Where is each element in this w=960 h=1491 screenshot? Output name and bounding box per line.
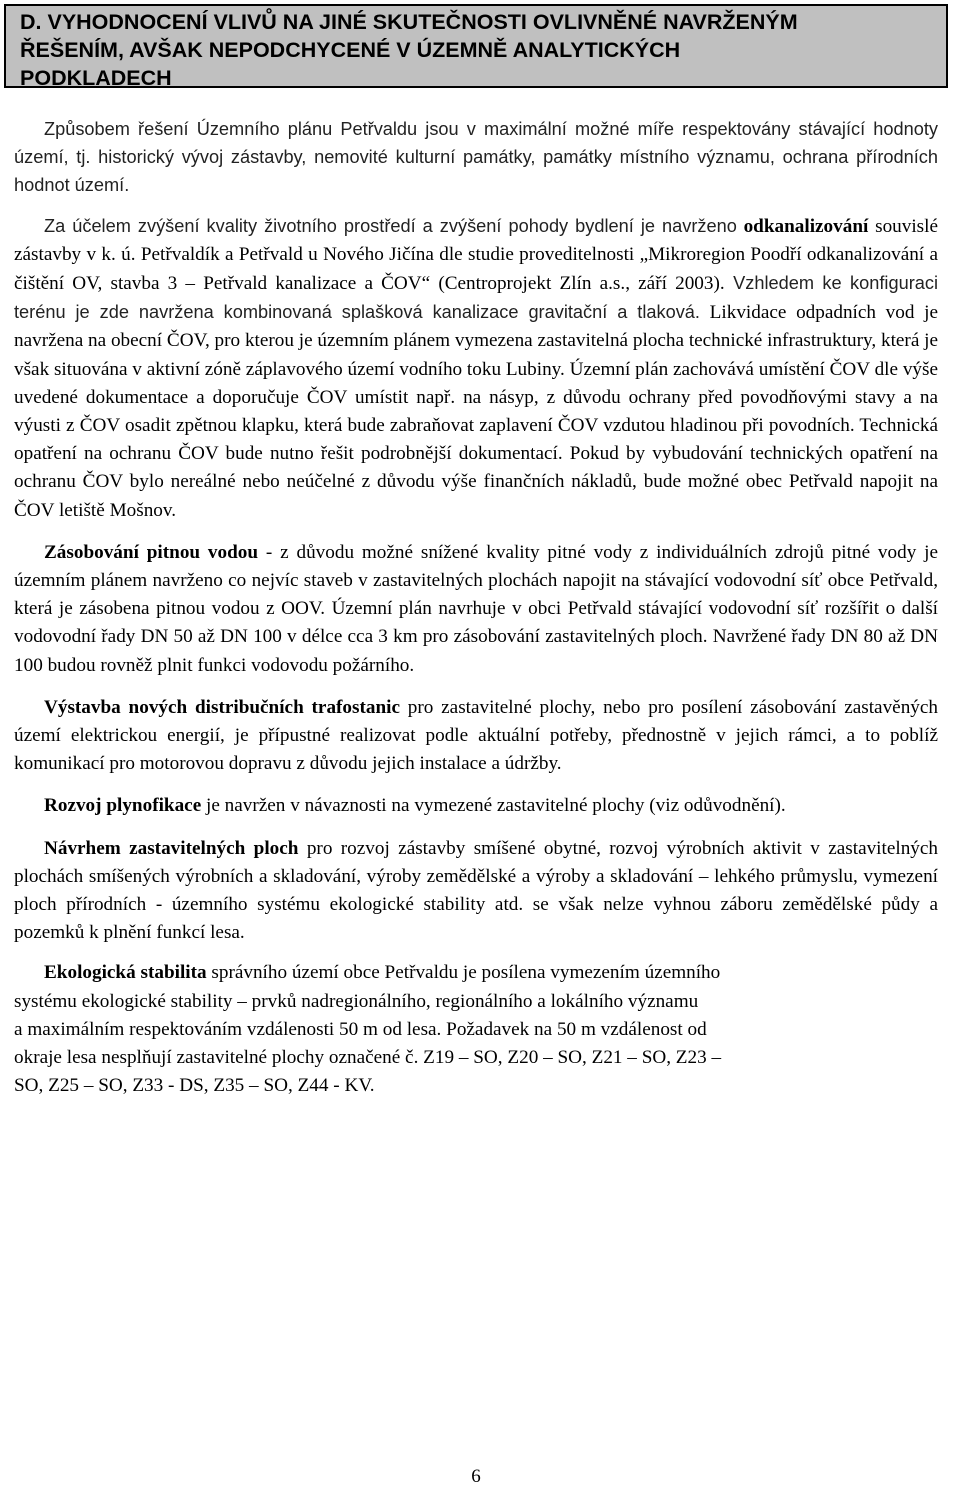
document-body — [14, 115, 938, 1101]
paragraph-transformer-stations — [14, 694, 938, 779]
gas-text: je navržen v návaznosti na vymezené zastavitelné plochy (viz odůvodnění). — [201, 795, 786, 817]
ecology-keyword: Ekologická stabilita — [44, 962, 207, 984]
water-supply-text: - z důvodu možné snížené kvality pitné vody z individuálních zdrojů pitné vody je územním plánem navrženo co nejvíc staveb v zastavitelných plochách napojit na stávající vodovodní síť obce Petřvald, která je zásobena pitnou vodou z OOV. Územní plán navrhuje v obci Petřvald stávající vodovodní síť rozšířit o další vodovodní řady DN 50 až DN 100 v délce cca 3 km pro zásobování zastavitelných ploch. Navržené řady DN 80 až DN 100 budou rovněž plnit funkci vodovodu požárního. — [14, 541, 938, 676]
heading-line-2: ŘEŠENÍM, AVŠAK NEPODCHYCENÉ V ÚZEMNĚ ANALYTICKÝCH — [20, 38, 681, 62]
sewerage-keyword: odkanalizování — [743, 215, 869, 237]
transformer-text: pro zastavitelné plochy, nebo pro posílení zásobování zastavěných území elektrickou energií, je přípustné realizovat podle aktuální potřeby, přednostně v jejich rámci, a to poblíž komunikací pro motorovou dopravu z důvodu jejich instalace a údržby. — [14, 696, 938, 775]
paragraph-sewerage — [14, 212, 938, 525]
ecology-line-3: a maximálním respektováním vzdálenosti 50 m od lesa. Požadavek na 50 m vzdálenost od — [14, 1018, 707, 1040]
page-number: 6 — [471, 1466, 481, 1487]
heading-line-3: PODKLADECH — [20, 66, 172, 90]
ecology-line-5: SO, Z25 – SO, Z33 - DS, Z35 – SO, Z44 - KV. — [14, 1075, 375, 1097]
buildable-keyword: Návrhem zastavitelných ploch — [44, 837, 299, 859]
ecology-line-1: správního území obce Petřvaldu je posílena vymezením územního — [206, 962, 721, 984]
sewerage-wwtp: Likvidace odpadních vod je navržena na obecní ČOV, pro kterou je územním plánem vymezena zastavitelná plocha technické infrastruktury, která je však situována v aktivní zóně záplavového území vodního toku Lubiny. Územní plán zachovává umístění ČOV dle výše uvedené dokumentace a doporučuje ČOV umístit např. na násyp, z důvodu ochrany před povodňovými stavy a na výusti z ČOV osadit zpětnou klapku, která bude zabraňovat zaplavení ČOV vzdutou hladinou při povodních. Technická opatření na ochranu ČOV bude nutno řešit podrobnější dokumentací. Pokud by vybudování technických opatření na ochranu ČOV bylo nereálné nebo neúčelné z důvodu výše finančních nákladů, bude možné obec Petřvald napojit na ČOV letiště Mošnov. — [14, 302, 938, 521]
sewerage-study: Petřvaldík a Petřvald u Nového Jičína dle studie proveditelnosti „Mikroregion Poodří odkanalizování a čištění OV, stavba 3 – Petřvald kanalizace a ČOV“ (Centroprojekt Zlín a.s., září 2003). — [14, 243, 938, 295]
sewerage-area: souvislé zástavby v k. ú. — [14, 215, 938, 265]
ecology-line-4: okraje lesa nesplňují zastavitelné plochy označené č. Z19 – SO, Z20 – SO, Z21 – SO, Z23 – — [14, 1047, 722, 1069]
sewerage-intro: Za účelem zvýšení kvality životního prostředí a zvýšení pohody bydlení je navrženo — [44, 215, 737, 236]
sewerage-terrain: Vzhledem ke konfiguraci terénu je zde navržena kombinovaná splašková kanalizace gravitační a tlaková. — [14, 273, 939, 323]
transformer-keyword: Výstavba nových distribučních trafostanic — [44, 696, 400, 718]
section-heading — [4, 4, 948, 88]
heading-line-1: D. VYHODNOCENÍ VLIVŮ NA JINÉ SKUTEČNOSTI OVLIVNĚNÉ NAVRŽENÝM — [20, 10, 798, 34]
paragraph-gas — [14, 792, 938, 820]
water-supply-keyword: Zásobování pitnou vodou — [44, 541, 259, 563]
paragraph-respected-values: Způsobem řešení Územního plánu Petřvaldu jsou v maximální možné míře respektovány stávající hodnoty území, tj. historický vývoj zástavby, nemovité kulturní památky, památky místního významu, ochrana přírodních hodnot území. — [14, 119, 938, 196]
buildable-text: pro rozvoj zástavby smíšené obytné, rozvoj výrobních aktivit v zastavitelných plochách smíšených výrobních a skladování, výroby zemědělské a výroby a skladování – lehkého průmyslu, vymezení ploch přírodních - územního systému ekologické stability atd. se však nelze vyhnou záboru zemědělské půdy a pozemků k plnění funkcí lesa. — [14, 837, 938, 944]
paragraph-water-supply — [14, 539, 938, 680]
paragraph-buildable-areas — [14, 835, 938, 948]
paragraph-ecological-stability — [14, 959, 938, 1100]
gas-keyword: Rozvoj plynofikace — [44, 795, 202, 817]
ecology-line-2: systému ekologické stability – prvků nadregionálního, regionálního a lokálního významu — [14, 990, 699, 1012]
